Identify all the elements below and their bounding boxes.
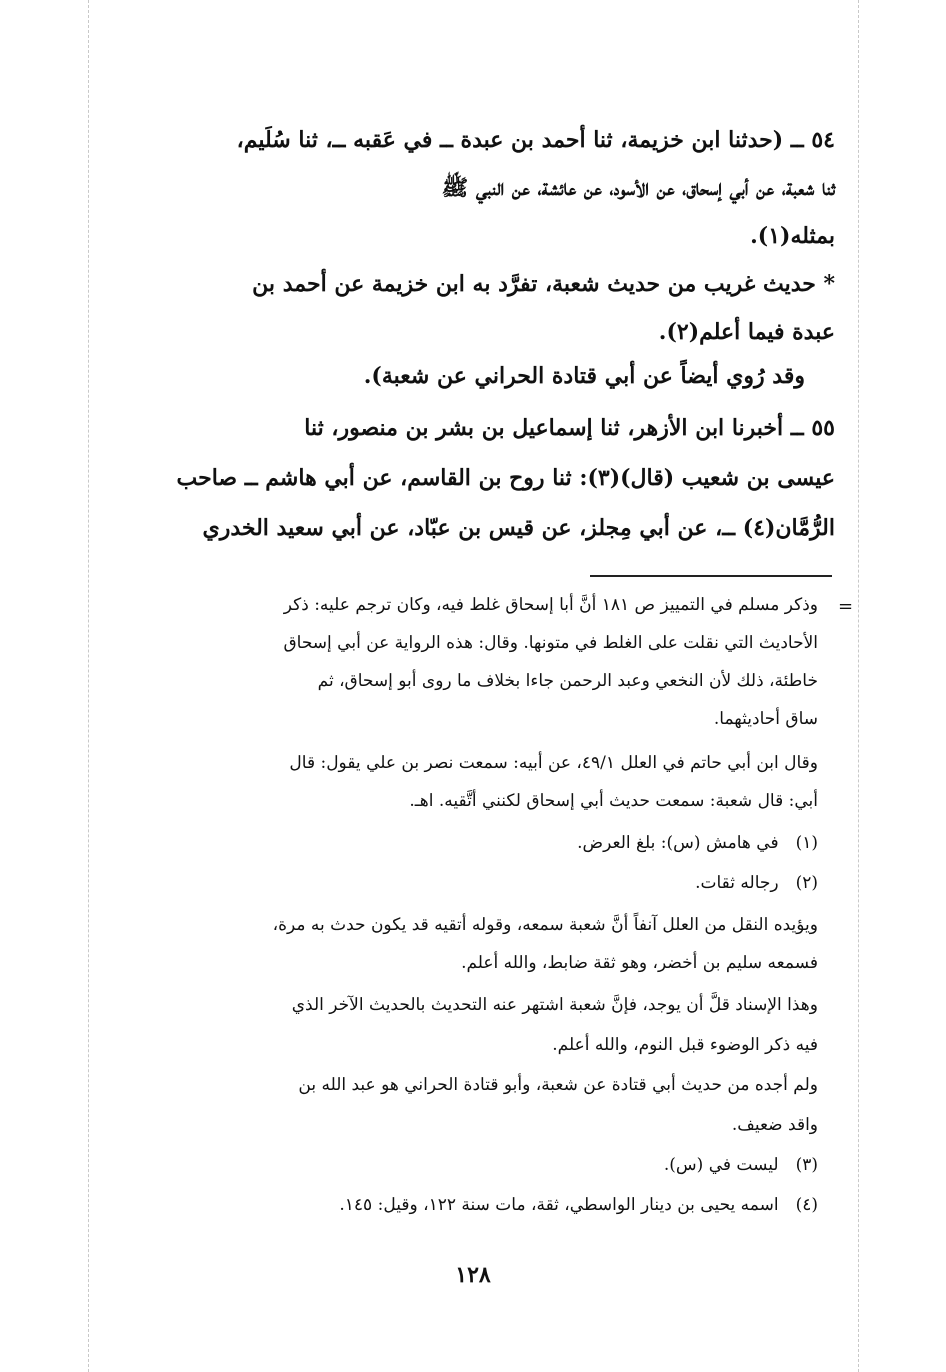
comment-line-3: وقد رُوي أيضاً عن أبي قتادة الحراني عن شعبة). <box>363 363 805 389</box>
page-number: ١٢٨ <box>455 1262 491 1288</box>
footnote-4 <box>106 1190 818 1220</box>
footnote-1 <box>106 828 818 858</box>
hadith-55-line-3: الرُّمَّان(٤) ــ، عن أبي مِجلز، عن قيس بن عبّاد، عن أبي سعيد الخدري <box>202 515 835 541</box>
hadith-54-line-1: ٥٤ ــ (حدثنا ابن خزيمة، ثنا أحمد بن عبدة ــ في عَقبه ــ، ثنا سُلَيم، <box>236 127 835 153</box>
hadith-55-line-2: عيسى بن شعيب (قال)(٣): ثنا روح بن القاسم، عن أبي هاشم ــ صاحب <box>176 465 835 491</box>
footnote-2-number: (٢) <box>795 873 818 893</box>
footnote-cont-line-2: الأحاديث التي نقلت على الغلط في متونها. وقال: هذه الرواية عن أبي إسحاق <box>283 633 818 653</box>
comment-line-1: * حديث غريب من حديث شعبة، تفرَّد به ابن خزيمة عن أحمد بن <box>252 271 835 297</box>
footnote-3 <box>106 1150 818 1180</box>
footnote-4-text: اسمه يحيى بن دينار الواسطي، ثقة، مات سنة ١٢٢، وقيل: ١٤٥. <box>339 1195 779 1215</box>
footnote-cont-line-6: أبي: قال شعبة: سمعت حديث أبي إسحاق لكنني أتَّقيه. اهـ. <box>409 791 818 811</box>
footnote-divider <box>590 575 832 577</box>
hadith-54-line-2: ثنا شعبة، عن أبي إسحاق، عن الأسود، عن عائشة، عن النبي ﷺ <box>441 175 835 201</box>
footnote-2-line-5: ولم أجده من حديث أبي قتادة عن شعبة، وأبو قتادة الحراني هو عبد الله بن <box>298 1075 818 1095</box>
footnote-cont-line-3: خاطئة، ذلك لأن النخعي وعبد الرحمن جاءا بخلاف ما روى أبو إسحاق، ثم <box>317 671 818 691</box>
footnote-2-line-3: وهذا الإسناد قلَّ أن يوجد، فإنَّ شعبة اشتهر عنه التحديث بالحديث الآخر الذي <box>291 995 818 1015</box>
comment-line-2: عبدة فيما أعلم(٢). <box>658 319 835 345</box>
scan-margin-line-right <box>858 0 859 1372</box>
scan-margin-line-left <box>88 0 89 1372</box>
footnote-1-text: في هامش (س): بلغ العرض. <box>577 833 779 853</box>
footnote-2-line-6: واقد ضعيف. <box>731 1115 818 1135</box>
footnote-2-line-2: فسمعه سليم بن أخضر، وهو ثقة ضابط، والله أعلم. <box>461 953 818 973</box>
footnote-continuation-mark: = <box>838 596 854 617</box>
footnote-2 <box>106 868 818 898</box>
footnote-cont-line-1: وذكر مسلم في التمييز ص ١٨١ أنَّ أبا إسحاق غلط فيه، وكان ترجم عليه: ذكر <box>283 595 818 615</box>
hadith-54-line-3: بمثله(١). <box>750 223 835 249</box>
footnote-4-number: (٤) <box>795 1195 818 1215</box>
footnote-cont-line-5: وقال ابن أبي حاتم في العلل ٤٩/١، عن أبيه: سمعت نصر بن علي يقول: قال <box>289 753 818 773</box>
footnote-2-line-4: فيه ذكر الوضوء قبل النوم، والله أعلم. <box>552 1035 818 1055</box>
footnote-3-text: ليست في (س). <box>663 1155 779 1175</box>
hadith-55-line-1: ٥٥ ــ أخبرنا ابن الأزهر، ثنا إسماعيل بن بشر بن منصور، ثنا <box>304 415 835 441</box>
footnote-cont-line-4: ساق أحاديثهما. <box>713 709 818 729</box>
footnote-2-text: رجاله ثقات. <box>695 873 779 893</box>
footnote-1-number: (١) <box>795 833 818 853</box>
footnote-3-number: (٣) <box>795 1155 818 1175</box>
footnote-2-line-1: ويؤيده النقل من العلل آنفاً أنَّ شعبة سمعه، وقوله أتقيه قد يكون حدث به مرة، <box>272 915 818 935</box>
